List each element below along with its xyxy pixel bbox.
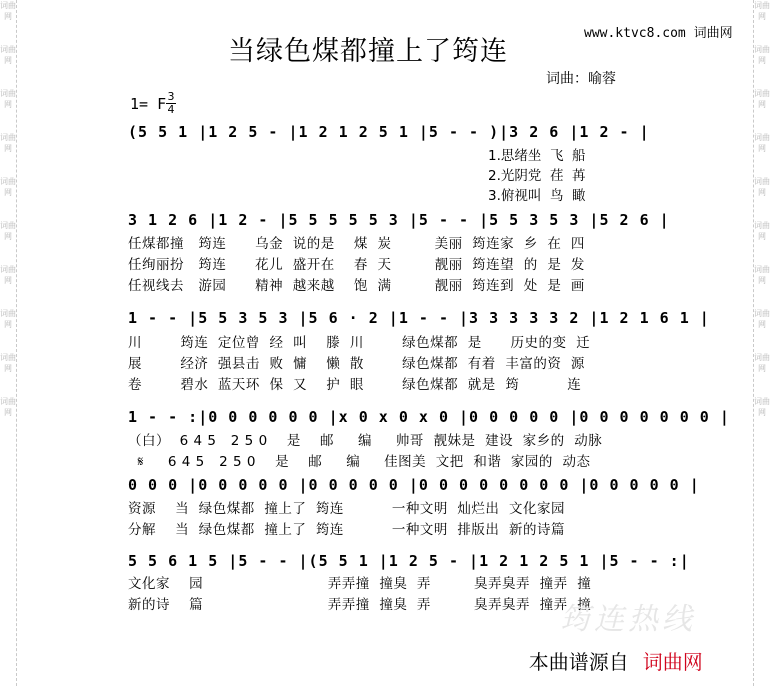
margin-label: 词曲网	[0, 177, 16, 197]
margin-label: 词曲网	[0, 89, 16, 109]
margin-label: 词曲网	[0, 45, 16, 65]
score-title: 当绿色煤都撞上了筠连	[228, 36, 508, 67]
notation-row: 3 1 2 6 |1 2 - |5 5 5 5 5 3 |5 - - |5 5 3 5 3 |5 2 6 |	[128, 211, 670, 229]
right-margin-strip	[753, 0, 770, 686]
margin-label: 词曲网	[754, 397, 770, 417]
notation-row: 1 - - :|0 0 0 0 0 0 |x 0 x 0 x 0 |0 0 0 0 0 |0 0 0 0 0 0 0 |	[128, 408, 730, 426]
lyric-line: 川 筠连 定位曾 经 叫 滕 川 绿色煤都 是 历史的变 迁	[128, 335, 591, 351]
lyric-line: 新的诗 篇 弄弄撞 撞臭 弄 臭弄臭弄 撞弄 撞	[128, 597, 592, 613]
lyric-line: 分解 当 绿色煤都 撞上了 筠连 一种文明 排版出 新的诗篇	[128, 522, 565, 538]
lyric-line: （白） 6 4 5 2 5 0 是 邮 编 帅哥 靓妹是 建设 家乡的 动脉	[128, 433, 603, 449]
notation-row: 0 0 0 |0 0 0 0 0 |0 0 0 0 0 |0 0 0 0 0 0 0 0 |0 0 0 0 0 |	[128, 476, 700, 494]
verse-title: 2.光阴党 荏 苒	[488, 168, 586, 184]
lyric-line: 任煤都撞 筠连 乌金 说的是 煤 炭 美丽 筠连家 乡 在 四	[128, 236, 585, 252]
time-signature	[166, 92, 176, 115]
left-margin-strip	[0, 0, 17, 686]
margin-label: 词曲网	[754, 45, 770, 65]
margin-label: 词曲网	[0, 397, 16, 417]
verse-title: 3.俯视叫 鸟 瞰	[488, 188, 586, 204]
lyric-line: 任视线去 游园 精神 越来越 饱 满 靓丽 筠连到 处 是 画	[128, 278, 585, 294]
notation-row: 1 - - |5 5 3 5 3 |5 6 · 2 |1 - - |3 3 3 3 3 2 |1 2 1 6 1 |	[128, 309, 710, 327]
margin-label: 词曲网	[754, 353, 770, 373]
footer-site-link[interactable]: 词曲网	[642, 650, 703, 674]
site-url[interactable]: www.ktvc8.com 词曲网	[584, 26, 733, 41]
footer-text: 本曲谱源自	[528, 650, 629, 674]
margin-label: 词曲网	[0, 221, 16, 241]
notation-row: (5 5 1 |1 2 5 - |1 2 1 2 5 1 |5 - - )|3 2 6 |1 2 - |	[128, 123, 650, 141]
margin-label: 词曲网	[754, 133, 770, 153]
notation-row: 5 5 6 1 5 |5 - - |(5 5 1 |1 2 5 - |1 2 1 2 5 1 |5 - - :|	[128, 552, 690, 570]
time-sig-top: 3	[167, 90, 175, 103]
margin-label: 词曲网	[754, 89, 770, 109]
lyric-line: 卷 碧水 蓝天环 保 又 护 眼 绿色煤都 就是 筠 连	[128, 377, 582, 393]
lyric-line: 资源 当 绿色煤都 撞上了 筠连 一种文明 灿烂出 文化家园	[128, 501, 565, 517]
margin-label: 词曲网	[754, 265, 770, 285]
lyric-line: 文化家 园 弄弄撞 撞臭 弄 臭弄臭弄 撞弄 撞	[128, 576, 592, 592]
key-signature: 1= F	[130, 95, 167, 113]
margin-label: 词曲网	[754, 221, 770, 241]
margin-label: 词曲网	[754, 177, 770, 197]
margin-label: 词曲网	[754, 1, 770, 21]
time-sig-bottom: 4	[167, 103, 175, 116]
margin-label: 词曲网	[0, 353, 16, 373]
margin-label: 词曲网	[0, 265, 16, 285]
margin-label: 词曲网	[754, 309, 770, 329]
margin-label: 词曲网	[0, 309, 16, 329]
margin-label: 词曲网	[0, 1, 16, 21]
source-footer	[516, 632, 703, 672]
lyric-line: 任绚丽扮 筠连 花儿 盛开在 春 天 靓丽 筠连望 的 是 发	[128, 257, 585, 273]
verse-title: 1.思绪坐 飞 船	[488, 148, 586, 164]
watermark-logo: 筠连热线	[560, 602, 696, 637]
lyricist-credit: 词曲：喻蓉	[546, 71, 616, 87]
lyric-line: 𝄋 6 4 5 2 5 0 是 邮 编 佳图美 文把 和谐 家园的 动态	[128, 454, 591, 470]
lyric-line: 展 经济 强县击 败 慵 懒 散 绿色煤都 有着 丰富的资 源	[128, 356, 585, 372]
margin-label: 词曲网	[0, 133, 16, 153]
